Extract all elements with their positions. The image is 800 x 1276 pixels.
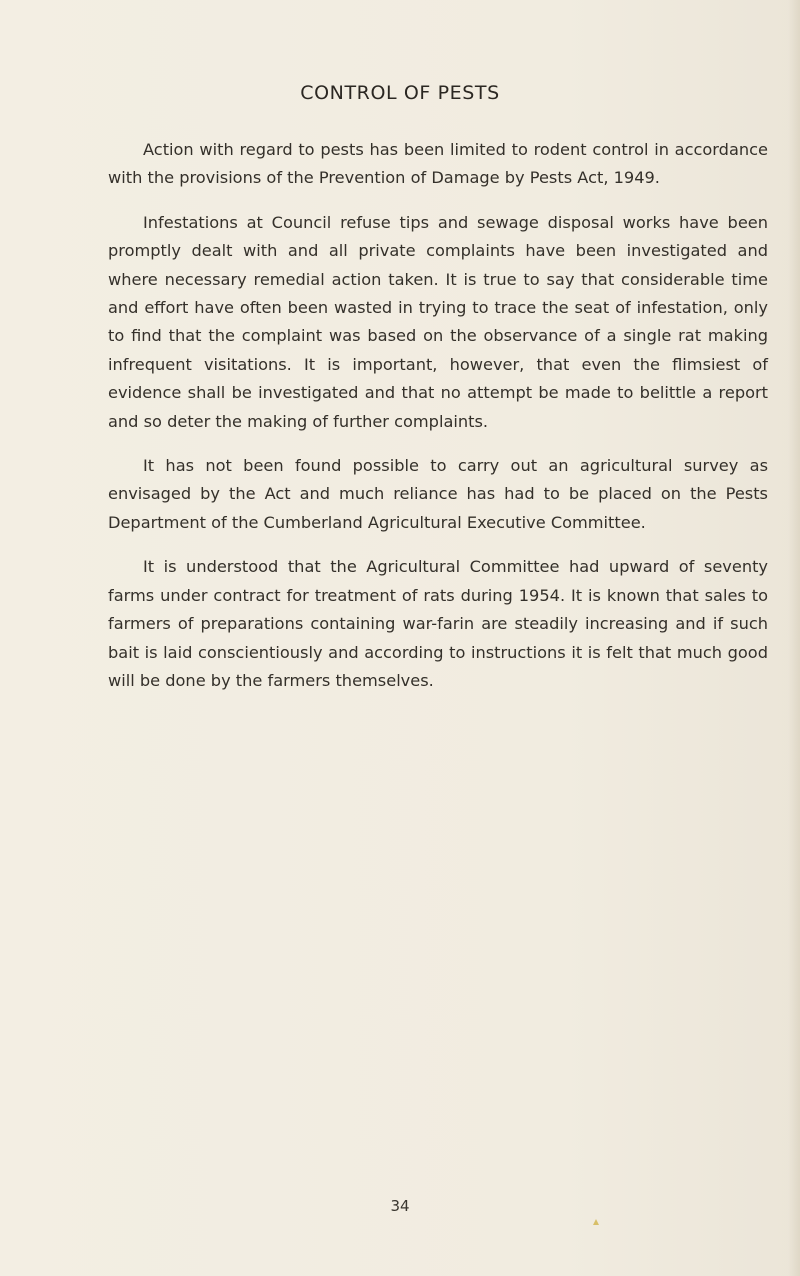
paper-speck [593,1219,599,1225]
page-number: 34 [390,1197,410,1215]
page-title: CONTROL OF PESTS [300,82,500,104]
body-text [108,136,768,711]
paragraph-1: Action with regard to pests has been limited to rodent control in accordance with the provisions of the Prevention of Damage by Pests Act, 1949. [108,140,768,188]
paragraph-2: Infestations at Council refuse tips and sewage disposal works have been promptly dealt with and all private complaints have been investigated and where necessary remedial action taken. It is true to say that considerable time and effort have often been wasted in trying to trace the seat of infestation, only to find that the complaint was based on the observance of a single rat making infrequent visitations. It is important, however, that even the flimsiest of evidence shall be investigated and that no attempt be made to belittle a report and so deter the making of further complaints. [108,212,768,431]
page-edge-shadow [788,0,800,1276]
paragraph-3: It has not been found possible to carry out an agricultural survey as envisaged by the Act and much reliance has had to be placed on the Pests Department of the Cumberland Agricultural Executive Committee. [108,456,768,532]
paragraph-4: It is understood that the Agricultural Committee had upward of seventy farms under contract for treatment of rats during 1954. It is known that sales to farmers of preparations containing war-farin are steadily increasing and if such bait is laid conscientiously and according to instructions it is felt that much good will be done by the farmers themselves. [108,557,768,690]
